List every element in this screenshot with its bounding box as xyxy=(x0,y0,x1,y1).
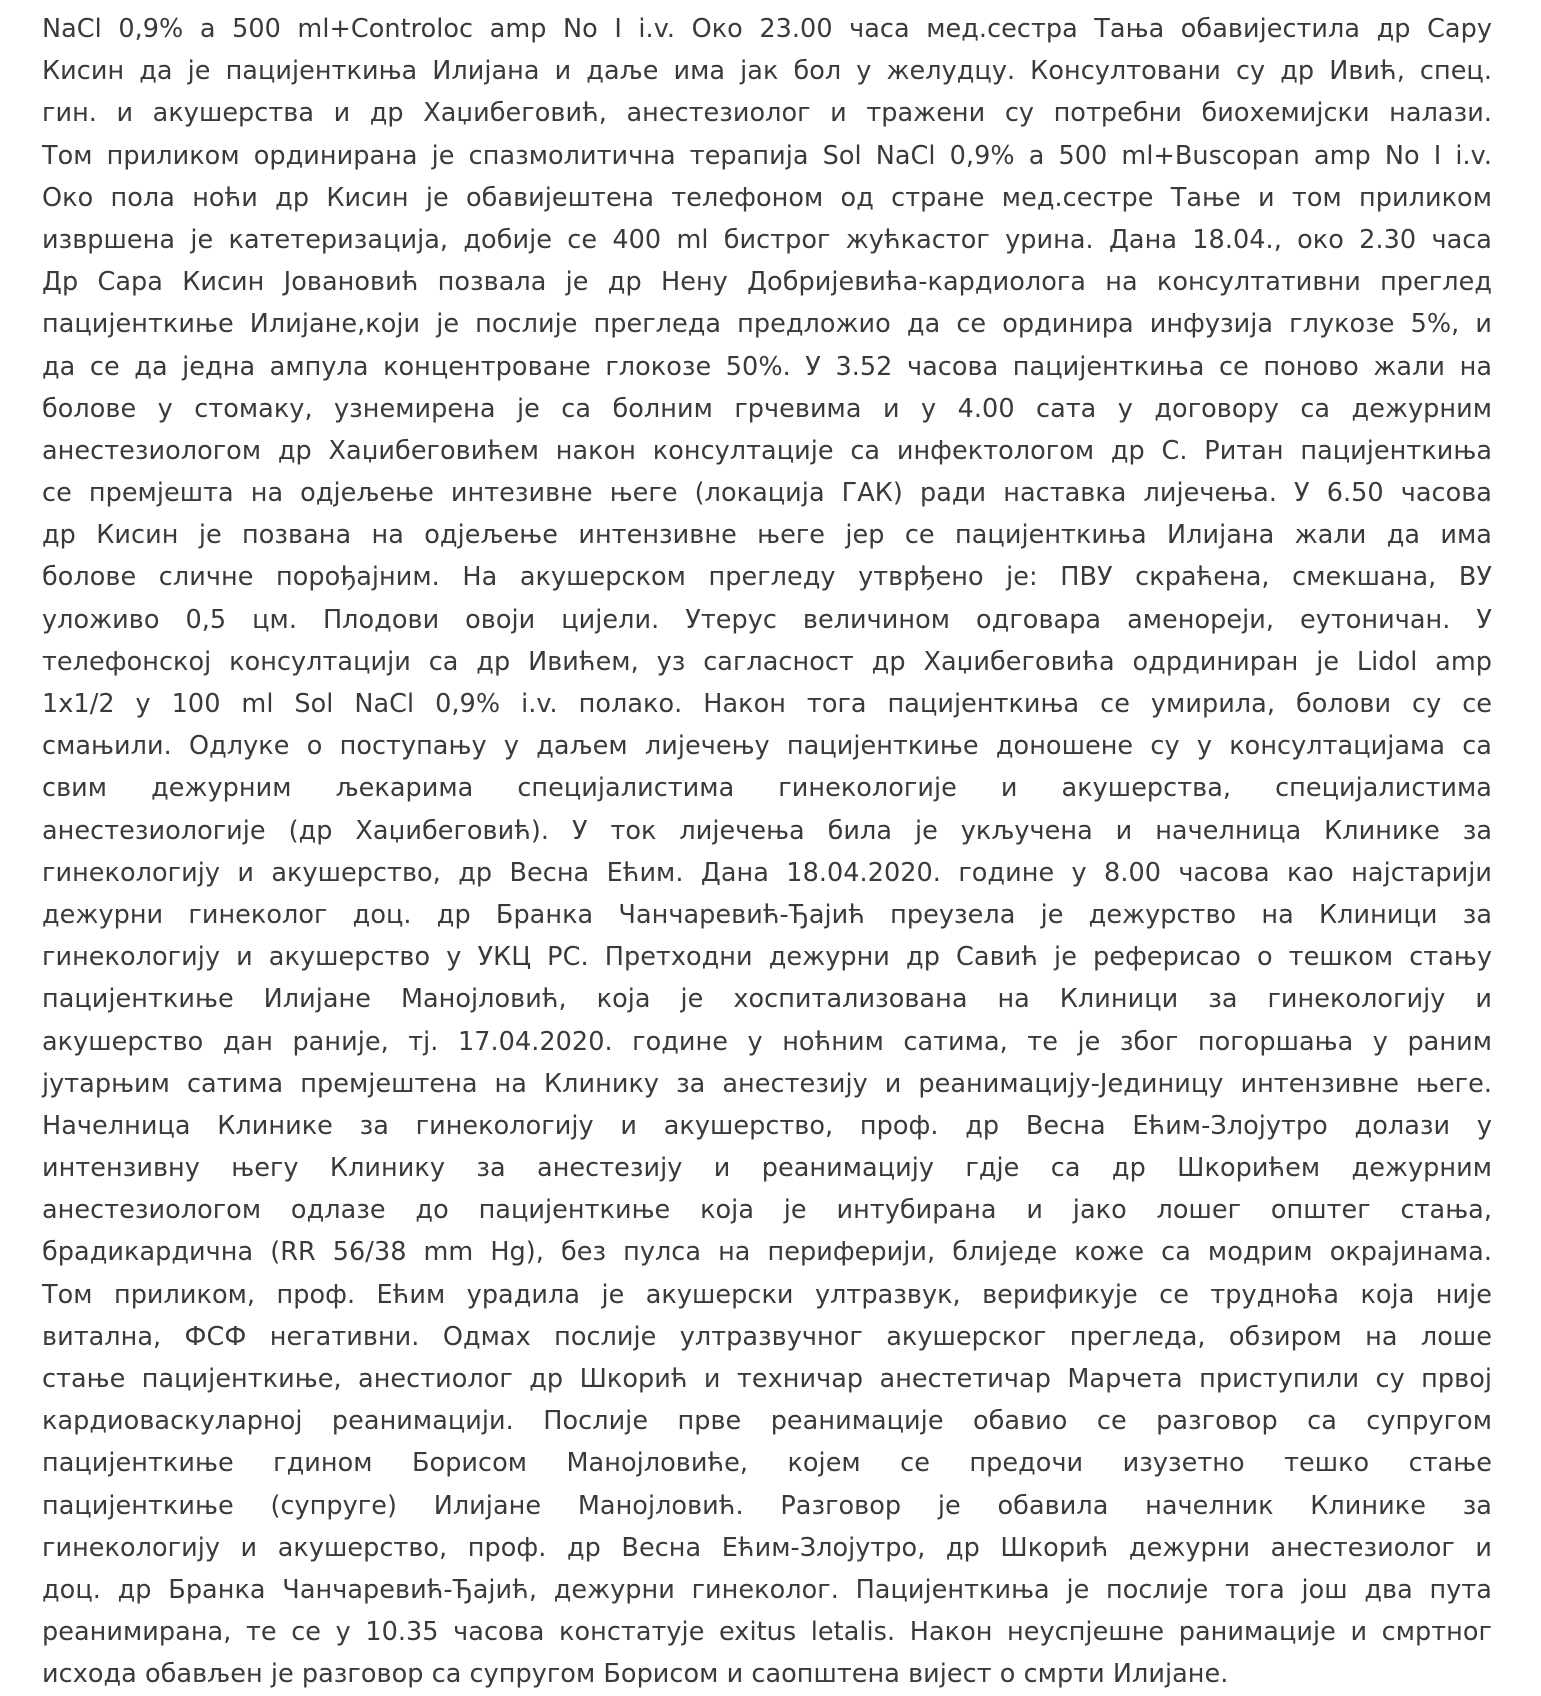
document-page xyxy=(42,8,1492,1696)
text-line: пацијенткиње Илијане Манојловић, која је хоспитализована на Клиници за гинекологију и xyxy=(42,984,1492,1015)
text-line: Начелница Клинике за гинекологију и акушерство, проф. др Весна Ећим-Злојутро долази у xyxy=(42,1110,1492,1141)
text-line: смањили. Одлуке о поступању у даљем лијечењу пацијенткиње доношене су у консултацијама са xyxy=(42,731,1492,762)
text-line: интензивну његу Клинику за анестезију и реанимацију гдје са др Шкорићем дежурним xyxy=(42,1153,1492,1184)
text-line: дежурни гинеколог доц. др Бранка Чанчаревић-Ђајић преузела је дежурство на Клиници за xyxy=(42,899,1492,930)
text-line: болове сличне порођајним. На акушерском прегледу утврђено је: ПВУ скраћена, смекшана, ВУ xyxy=(42,562,1492,593)
text-line: анестезиологом др Хаџибеговићем након консултације са инфектологом др С. Ритан пацијенткиња xyxy=(42,435,1492,466)
text-line: 1x1/2 у 100 ml Sol NaCl 0,9% i.v. полако. Након тога пацијенткиња се умирила, болови су се xyxy=(42,689,1492,719)
text-line: телефонској консултацији са др Ивићем, уз сагласност др Хаџибеговића одрдиниран је Lidol amp xyxy=(42,646,1492,677)
text-line: Др Сара Кисин Јовановић позвала је др Нену Добријевића-кардиолога на консултативни преглед xyxy=(42,267,1492,298)
text-line: Том приликом, проф. Ећим урадила је акушерски ултразвук, верификује се трудноћа која није xyxy=(42,1279,1492,1310)
text-line: др Кисин је позвана на одјељење интензивне његе јер се пацијенткиња Илијана жали да има xyxy=(42,520,1492,551)
text-line: NaCl 0,9% a 500 ml+Controloc amp No I i.v. Око 23.00 часа мед.сестра Тања обавијестила др Сару xyxy=(42,14,1492,44)
text-line: Кисин да је пацијенткиња Илијана и даље има јак бол у желудцу. Консултовани су др Ивић, спец. xyxy=(42,56,1492,87)
text-line: болове у стомаку, узнемирена је са болним грчевима и у 4.00 сата у договору са дежурним xyxy=(42,393,1492,424)
text-line: исхода обављен је разговор са супругом Борисом и саопштена вијест о смрти Илијане. xyxy=(42,1659,1229,1690)
text-line: доц. др Бранка Чанчаревић-Ђајић, дежурни гинеколог. Пацијенткиња је послије тога још два пута xyxy=(42,1574,1492,1605)
text-line: Око пола ноћи др Кисин је обавијештена телефоном од стране мед.сестре Тање и том приликом xyxy=(42,182,1492,213)
text-line: анестезиологом одлазе до пацијенткиње која је интубирана и јако лошег општег стања, xyxy=(42,1195,1492,1226)
text-line: реанимирана, те се у 10.35 часова констатује exitus letalis. Након неуспјешне ранимације и смртног xyxy=(42,1617,1492,1648)
text-line: извршена је катетеризација, добије се 400 ml бистрог жућкастог урина. Дана 18.04., око 2.30 часа xyxy=(42,224,1492,255)
text-line: Том приликом ординирана је спазмолитична терапија Sol NaCl 0,9% a 500 ml+Buscopan amp No I i.v. xyxy=(42,140,1492,171)
text-line: брадикардична (RR 56/38 mm Hg), без пулса на периферији, блиједе коже са модрим окрајинама. xyxy=(42,1237,1492,1268)
text-line: се премјешта на одјељење интезивне његе (локација ГАК) ради наставка лијечења. У 6.50 часова xyxy=(42,478,1492,509)
text-line: пацијенткиње (супруге) Илијане Манојловић. Разговор је обавила начелник Клинике за xyxy=(42,1490,1492,1521)
text-line: пацијенткиње Илијане,који је послије прегледа предложио да се ординира инфузија глукозе 5%, и xyxy=(42,309,1492,340)
text-line: пацијенткиње гдином Борисом Манојловиће, којем се предочи изузетно тешко стање xyxy=(42,1448,1492,1479)
text-line: јутарњим сатима премјештена на Клинику за анестезију и реанимацију-Јединицу интензивне његе. xyxy=(42,1068,1492,1099)
text-line: гин. и акушерства и др Хаџибеговић, анестезиолог и тражени су потребни биохемијски налази. xyxy=(42,98,1492,129)
text-line: стање пацијенткиње, анестиолог др Шкорић и техничар анестетичар Марчета приступили су првој xyxy=(42,1364,1492,1394)
text-line: уложиво 0,5 цм. Плодови овоји цијели. Утерус величином одговара аменореји, еутоничан. У xyxy=(42,604,1492,635)
text-line: витална, ФСФ негативни. Одмах послије ултразвучног акушерског прегледа, обзиром на лоше xyxy=(42,1321,1492,1352)
text-line: кардиоваскуларној реанимацији. Послије прве реанимације обавио се разговор са супругом xyxy=(42,1406,1492,1437)
text-line: анестезиологије (др Хаџибеговић). У ток лијечења била је укључена и начелница Клинике за xyxy=(42,815,1492,846)
text-line: гинекологију и акушерство, др Весна Ећим. Дана 18.04.2020. године у 8.00 часова као најстарији xyxy=(42,857,1492,888)
text-line: да се да једна ампула концентроване глокозе 50%. У 3.52 часова пацијенткиња се поново жали на xyxy=(42,351,1492,382)
text-line: гинекологију и акушерство у УКЦ РС. Претходни дежурни др Савић је реферисао о тешком стању xyxy=(42,942,1492,973)
text-line: свим дежурним љекарима специјалистима гинекологије и акушерства, специјалистима xyxy=(42,773,1492,804)
text-line: акушерство дан раније, тј. 17.04.2020. године у ноћним сатима, те је због погоршања у раним xyxy=(42,1026,1492,1057)
text-line: гинекологију и акушерство, проф. др Весна Ећим-Злојутро, др Шкорић дежурни анестезиолог и xyxy=(42,1532,1492,1563)
